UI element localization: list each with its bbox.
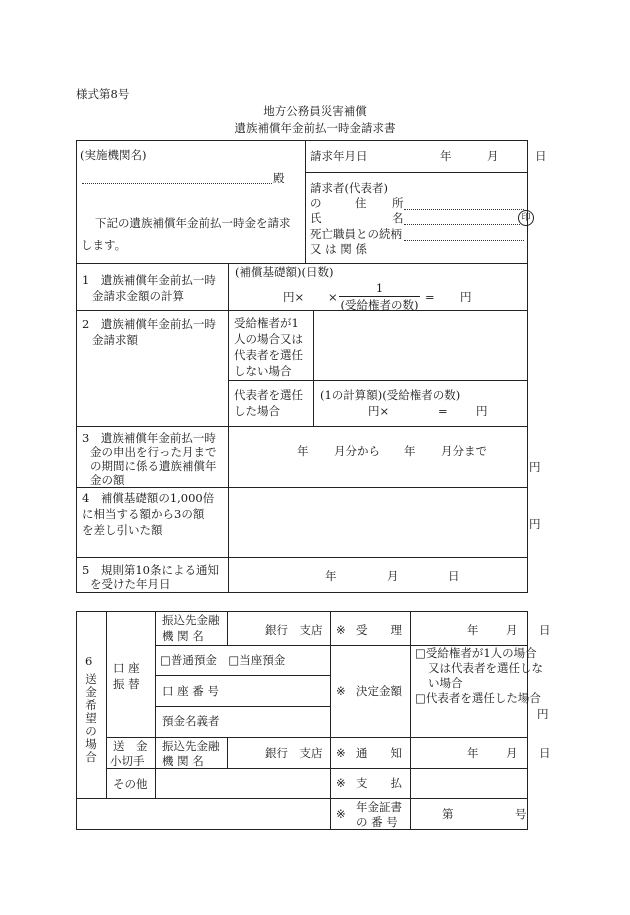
tsuchi-year: 年 xyxy=(467,746,479,760)
section6-label: 送金希望の場合 xyxy=(85,672,97,764)
juri-label: 受 理 xyxy=(356,623,402,637)
row5-label-line2: を受けた年月日 xyxy=(90,577,171,591)
kome-tsuchi: ※ xyxy=(336,746,346,760)
dono-label: 殿 xyxy=(273,171,285,185)
row3-label-line1: 3 遺族補償年金前払一時 xyxy=(82,431,216,445)
nenkin-go: 号 xyxy=(515,807,527,821)
row1-denominator: (受給権者の数) xyxy=(340,298,419,312)
claimant-label: 請求者(代表者) xyxy=(310,181,388,195)
bank-branch-label: 銀行 支店 xyxy=(265,623,323,637)
relation-label-line1: 死亡職員との続柄 xyxy=(310,227,402,241)
shiharai-label: 支 払 xyxy=(356,776,402,790)
request-year-label: 年 xyxy=(440,149,452,163)
row2-case1-line2: 人の場合又は xyxy=(234,332,303,346)
name-shi: 氏 xyxy=(310,211,322,225)
kettei-label: 決定金額 xyxy=(356,684,402,698)
form-title-line2: 遺族補償年金前払一時金請求書 xyxy=(234,121,396,135)
deposit-type-options[interactable]: □普通預金 □当座預金 xyxy=(160,653,286,667)
row2-case2-line2: した場合 xyxy=(234,404,280,418)
row3-label-line4: 金の額 xyxy=(90,473,125,487)
account-holder-label: 預金名義者 xyxy=(162,714,220,728)
row2-case1-line4: しない場合 xyxy=(234,364,292,378)
sokin-label-line1: 送 金 xyxy=(113,739,148,753)
row2-label-line1: 2 遺族補償年金前払一時 xyxy=(82,317,216,331)
section6-number: 6 xyxy=(85,654,93,668)
kome-juri: ※ xyxy=(336,623,346,637)
row3-yen: 円 xyxy=(529,460,541,474)
bank2-branch-label: 銀行 支店 xyxy=(265,746,323,760)
address-sho: 所 xyxy=(392,196,404,210)
row2-case2-yen: 円 xyxy=(476,404,488,418)
kome-kettei: ※ xyxy=(336,684,346,698)
request-day-label: 日 xyxy=(535,149,547,163)
row2-case2-line1: 代表者を選任 xyxy=(234,388,303,402)
agency-label: (実施機関名) xyxy=(80,148,147,162)
row4-yen: 円 xyxy=(529,517,541,531)
bank-label-line1: 振込先金融 xyxy=(162,613,220,627)
request-month-label: 月 xyxy=(487,149,499,163)
row2-case2-formula: (1の計算額)(受給権者の数) xyxy=(320,388,461,402)
row1-numerator: 1 xyxy=(375,281,384,295)
name-field[interactable] xyxy=(404,224,520,225)
row3-year2: 年 xyxy=(404,444,416,458)
koza-label: 口 座 xyxy=(113,661,140,675)
request-text-line1: 下記の遺族補償年金前払一時金を請求 xyxy=(95,216,291,230)
sokin-label-line2: 小切手 xyxy=(110,754,145,768)
request-date-label: 請求年月日 xyxy=(310,149,368,163)
address-no: の xyxy=(310,196,322,210)
row3-label-line2: 金の申出を行った月まで xyxy=(90,445,217,459)
nenkin-label-line2: の 番 号 xyxy=(356,815,398,829)
kettei-yen: 円 xyxy=(537,707,549,721)
relation-field[interactable] xyxy=(404,240,524,241)
juri-day: 日 xyxy=(539,623,551,637)
row4-label-line2: に相当する額から3の額 xyxy=(82,507,205,521)
kettei-option1-line3: い場合 xyxy=(428,676,463,690)
row1-times: × xyxy=(328,290,338,304)
row2-case1-line3: 代表者を選任 xyxy=(234,348,303,362)
tsuchi-month: 月 xyxy=(506,746,518,760)
row1-equals: = xyxy=(425,290,435,304)
row3-label-line3: の期間に係る遺族補償年 xyxy=(90,459,217,473)
nenkin-dai: 第 xyxy=(442,807,454,821)
address-ju: 住 xyxy=(355,196,367,210)
row5-day: 日 xyxy=(448,569,460,583)
name-mei: 名 xyxy=(392,211,404,225)
bank-label-line2: 機 関 名 xyxy=(162,629,204,643)
row3-from: 月分から xyxy=(334,444,380,458)
sonota-label: その他 xyxy=(113,777,148,791)
row1-label-line2: 金請求金額の計算 xyxy=(92,289,184,303)
form-title-line1: 地方公務員災害補償 xyxy=(263,104,367,118)
row4-label-line3: を差し引いた額 xyxy=(82,523,163,537)
furikae-label: 振 替 xyxy=(113,677,140,691)
row2-case2-yen-times: 円× xyxy=(368,404,390,418)
row1-yen: 円 xyxy=(460,290,472,304)
row1-formula-head: (補償基礎額)(日数) xyxy=(235,265,334,279)
juri-year: 年 xyxy=(467,623,479,637)
row5-year: 年 xyxy=(325,569,337,583)
seal-mark: 印 xyxy=(518,210,534,226)
row3-to: 月分まで xyxy=(441,444,487,458)
bank2-label-line2: 機 関 名 xyxy=(162,754,204,768)
nenkin-label-line1: 年金証書 xyxy=(356,800,402,814)
tsuchi-label: 通 知 xyxy=(356,746,402,760)
row3-year1: 年 xyxy=(297,444,309,458)
row4-label-line1: 4 補償基礎額の1,000倍 xyxy=(82,491,215,505)
row2-case1-line1: 受給権者が1 xyxy=(234,316,299,330)
form-number: 様式第8号 xyxy=(76,87,130,101)
address-field[interactable] xyxy=(404,209,524,210)
row2-label-line2: 金請求額 xyxy=(92,333,138,347)
relation-label-line2: 又 は 関 係 xyxy=(310,242,367,256)
account-number-label: 口 座 番 号 xyxy=(162,684,219,698)
bank2-label-line1: 振込先金融 xyxy=(162,739,220,753)
agency-name-field[interactable] xyxy=(82,183,272,184)
row2-case2-equals: = xyxy=(438,404,448,418)
kome-shiharai: ※ xyxy=(336,776,346,790)
kettei-option2[interactable]: □代表者を選任した場合 xyxy=(415,691,541,705)
row5-month: 月 xyxy=(387,569,399,583)
row1-label-line1: 1 遺族補償年金前払一時 xyxy=(82,273,216,287)
tsuchi-day: 日 xyxy=(539,746,551,760)
kome-nenkin: ※ xyxy=(336,807,346,821)
request-text-line2: します。 xyxy=(81,238,127,252)
kettei-option1-line2: 又は代表者を選任しな xyxy=(428,661,543,675)
row1-yen-times: 円× xyxy=(283,290,305,304)
kettei-option1-line1[interactable]: □受給権者が1人の場合 xyxy=(415,646,537,660)
row5-label-line1: 5 規則第10条による通知 xyxy=(82,563,219,577)
juri-month: 月 xyxy=(506,623,518,637)
